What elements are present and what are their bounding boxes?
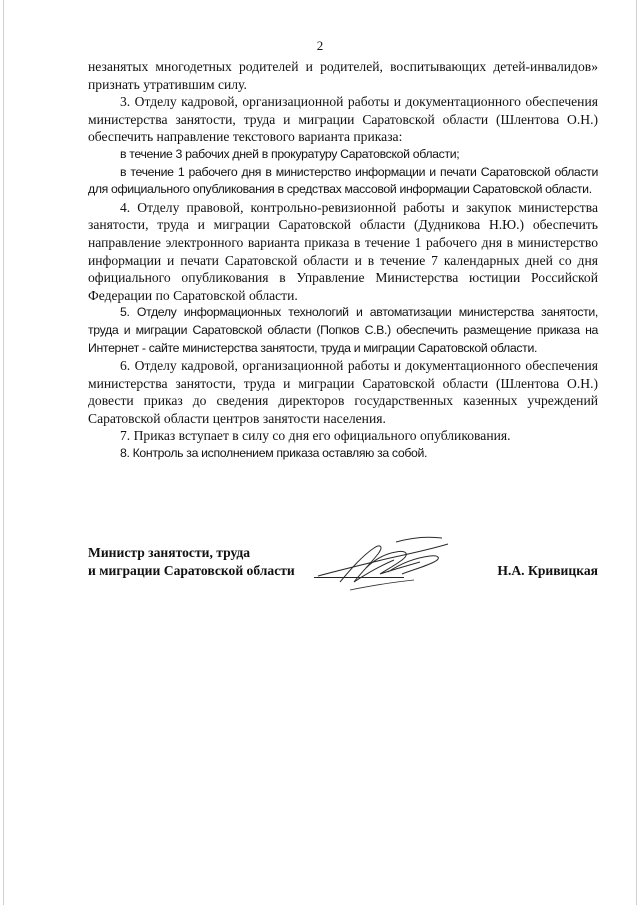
scan-edge-left	[3, 0, 4, 905]
document-body	[88, 58, 598, 463]
paragraph-item-6: 6. Отделу кадровой, организационной работы и документационного обеспечения министерства занятости, труда и миграции Саратовской области (Шлентова О.Н.) довести приказ до сведения директоров государственных казенных учреждений Саратовской области центров занятости населения.	[88, 358, 598, 426]
paragraph-item-3-sub-b: в течение 1 рабочего дня в министерство информации и печати Саратовской области для официального опубликования в средствах массовой информации Саратовской области.	[88, 164, 598, 197]
paragraph-item-5: 5. Отделу информационных технологий и автоматизации министерства занятости, труда и миграции Саратовской области (Попков С.В.) обеспечить размещение приказа на Интернет - сайте министерства занятости, труда и миграции Саратовской области.	[88, 305, 598, 355]
page-number: 2	[316, 38, 324, 53]
signature-block	[88, 544, 598, 604]
handwritten-signature-icon	[310, 530, 460, 600]
paragraph-item-7: 7. Приказ вступает в силу со дня его официального опубликования.	[120, 428, 511, 444]
paragraph-continuation: незанятых многодетных родителей и родителей, воспитывающих детей-инвалидов» признать утратившим силу.	[88, 59, 598, 92]
signatory-title-line-1: Министр занятости, труда	[88, 545, 251, 560]
paragraph-item-4: 4. Отделу правовой, контрольно-ревизионной работы и закупок министерства занятости, труда и миграции Саратовской области (Дудникова Н.Ю.) обеспечить направление электронного варианта приказа в течение 1 рабочего дня в министерство информации и печати Саратовской области и в течение 7 календарных дней со дня официального опубликования в Управление Министерства юстиции Российской Федерации по Саратовской области.	[88, 199, 598, 303]
signatory-name: Н.А. Кривицкая	[497, 563, 598, 578]
signatory-title-line-2: и миграции Саратовской области	[88, 563, 295, 578]
paragraph-item-3-sub-a: в течение 3 рабочих дней в прокуратуру Саратовской области;	[120, 146, 460, 161]
scan-edge-right	[636, 0, 637, 905]
paragraph-item-8: 8. Контроль за исполнением приказа оставляю за собой.	[120, 446, 428, 461]
paragraph-item-3: 3. Отделу кадровой, организационной работы и документационного обеспечения министерства занятости, труда и миграции Саратовской области (Шлентова О.Н.) обеспечить направление текстового варианта приказа:	[88, 94, 598, 145]
